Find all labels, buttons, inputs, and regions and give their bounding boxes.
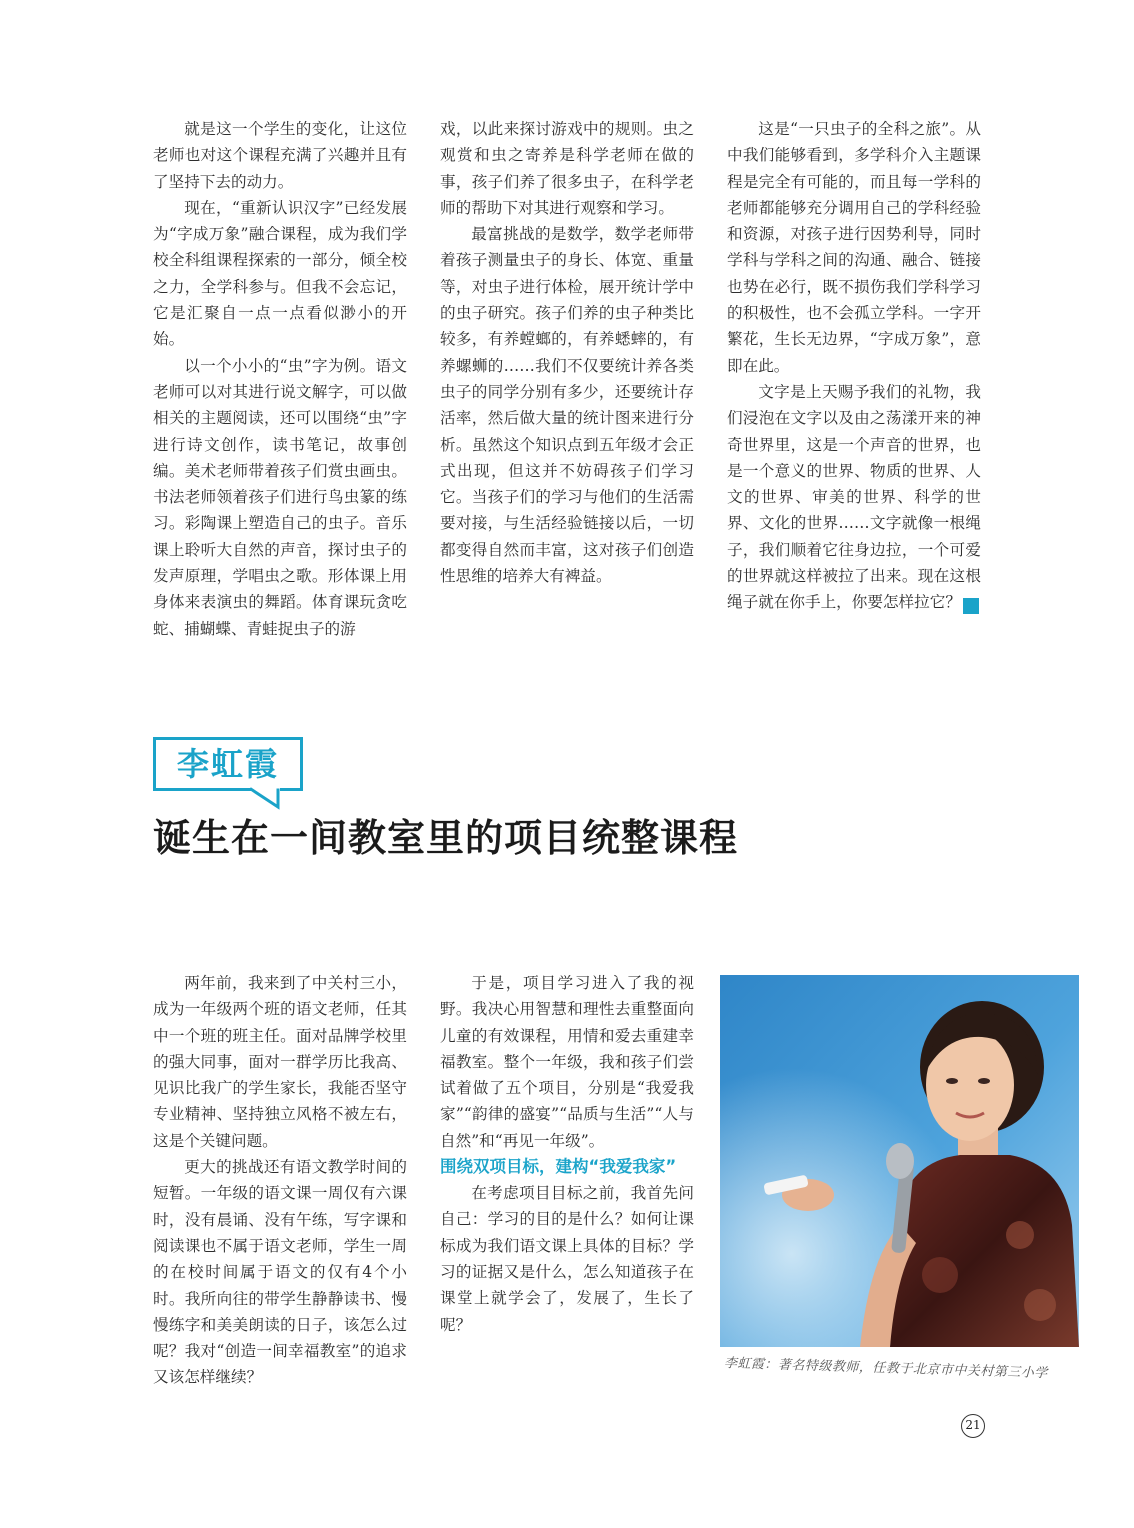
article1-column-1 [153,116,407,642]
photo-caption: 李虹霞：著名特级教师，任教于北京市中关村第三小学 [723,1356,1049,1382]
page-number: 21 [961,1414,985,1438]
paragraph-text: 文字是上天赐予我们的礼物，我们浸泡在文字以及由之荡漾开来的神奇世界里，这是一个声音的世界，也是一个意义的世界、物质的世界、人文的世界、审美的世界、科学的世界、文化的世界……文字就像一根绳子，我们顺着它往身边拉，一个可爱的世界就这样被拉了出来。现在这根绳子就在你手上，你要怎样拉它？ [727,382,981,612]
paragraph: 以一个小小的“虫”字为例。语文老师可以对其进行说文解字，可以做相关的主题阅读，还可以围绕“虫”字进行诗文创作，读书笔记，故事创编。美术老师带着孩子们赏虫画虫。书法老师领着孩子们进行鸟虫篆的练习。彩陶课上塑造自己的虫子。音乐课上聆听大自然的声音，探讨虫子的发声原理，学唱虫之歌。形体课上用身体来表演虫的舞蹈。体育课玩贪吃蛇、捕蝴蝶、青蛙捉虫子的游 [153,356,407,638]
paragraph: 最富挑战的是数学，数学老师带着孩子测量虫子的身长、体宽、重量等，对虫子进行体检，展开统计学中的虫子研究。孩子们养的虫子种类比较多，有养螳螂的，有养蟋蟀的，有养螺蛳的……我们不仅要统计养各类虫子的同学分别有多少，还要统计存活率，然后做大量的统计图来进行分析。虽然这个知识点到五年级才会正式出现，但这并不妨碍孩子们学习它。当孩子们的学习与他们的生活需要对接，与生活经验链接以后，一切都变得自然而丰富，这对孩子们创造性思维的培养大有裨益。 [440,225,694,586]
paragraph [727,379,1006,616]
speech-tail-icon [250,787,282,811]
paragraph: 于是，项目学习进入了我的视野。我决心用智慧和理性去重整面向儿童的有效课程，用情和爱去重建幸福教室。整个一年级，我和孩子们尝试着做了五个项目，分别是“我爱我家”“韵律的盛宴”“品质与生活”“人与自然”和“再见一年级”。 [440,974,694,1150]
paragraph: 这是“一只虫子的全科之旅”。从中我们能够看到，多学科介入主题课程是完全有可能的，而且每一学科的老师都能够充分调用自己的学科经验和资源，对孩子进行因势利导，同时学科与学科之间的沟通、融合、链接也势在必行，既不损伤我们学科学习的积极性，也不会孤立学科。一字开繁花，生长无边界，“字成万象”，意即在此。 [727,120,981,375]
portrait-illustration [720,975,1079,1347]
article2-column-2 [440,970,694,1338]
article1-column-2 [440,116,694,589]
author-name: 李虹霞 [176,745,279,783]
paragraph: 现在，“重新认识汉字”已经发展为“字成万象”融合课程，成为我们学校全科组课程探索的一部分，倾全校之力，全学科参与。但我不会忘记，它是汇聚自一点一点看似渺小的开始。 [153,198,407,349]
author-photo [720,975,1079,1347]
article-headline: 诞生在一间教室里的项目统整课程 [153,816,739,860]
paragraph: 就是这一个学生的变化，让这位老师也对这个课程充满了兴趣并且有了坚持下去的动力。 [153,120,407,191]
section-subheading: 围绕双项目标，建构“我爱我家” [440,1157,677,1177]
article2-column-1 [153,970,407,1391]
paragraph: 戏，以此来探讨游戏中的规则。虫之观赏和虫之寄养是科学老师在做的事，孩子们养了很多虫子，在科学老师的帮助下对其进行观察和学习。 [440,120,694,217]
article1-column-3 [727,116,1006,616]
paragraph: 在考虑项目目标之前，我首先问自己：学习的目的是什么？如何让课标成为我们语文课上具体的目标？学习的证据又是什么，怎么知道孩子在课堂上就学会了，发展了，生长了呢？ [440,1184,694,1334]
author-name-tag [153,737,303,791]
magazine-end-icon: 家 [963,598,979,614]
paragraph: 两年前，我来到了中关村三小，成为一年级两个班的语文老师，任其中一个班的班主任。面对品牌学校里的强大同事，面对一群学历比我高、见识比我广的学生家长，我能否坚守专业精神、坚持独立风格不被左右，这是个关键问题。 [153,974,407,1150]
paragraph: 更大的挑战还有语文教学时间的短暂。一年级的语文课一周仅有六课时，没有晨诵、没有午练，写字课和阅读课也不属于语文老师，学生一周的在校时间属于语文的仅有4个小时。我所向往的带学生静静读书、慢慢练字和美美朗读的日子，该怎么过呢？我对“创造一间幸福教室”的追求又该怎样继续？ [153,1158,407,1387]
